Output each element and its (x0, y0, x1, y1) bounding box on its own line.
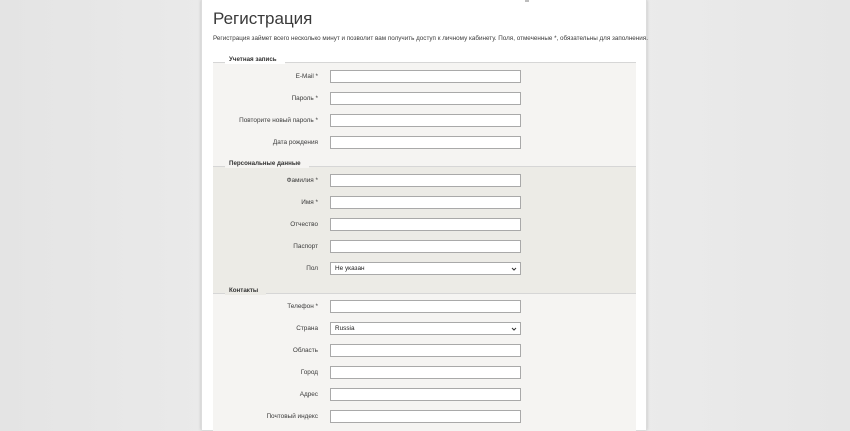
firstname-label: Имя * (301, 199, 318, 206)
passport-label: Паспорт (293, 243, 318, 250)
form-row-email (213, 70, 636, 85)
password-field[interactable] (330, 92, 521, 105)
registration-page (201, 0, 647, 430)
city-field[interactable] (330, 366, 521, 379)
postal-code-field[interactable] (330, 410, 521, 423)
password-label: Пароль * (291, 95, 318, 102)
chevron-down-icon (511, 266, 517, 272)
postal-code-label: Почтовый индекс (266, 413, 318, 420)
form-row-postal-code (213, 410, 636, 425)
section-contacts (213, 287, 636, 431)
form-row-country (213, 322, 636, 337)
firstname-field[interactable] (330, 196, 521, 209)
country-label: Страна (296, 325, 318, 332)
patronymic-field[interactable] (330, 218, 521, 231)
section-personal-legend: Персональные данные (225, 158, 309, 168)
form-row-lastname (213, 174, 636, 189)
form-row-city (213, 366, 636, 381)
form-row-password-repeat (213, 114, 636, 129)
country-select-value: Russia (335, 325, 355, 332)
intro-text: Регистрация займет всего несколько минут и позволит вам получить доступ к личному кабинету. Поля, отмеченные *, обязательны для заполнения. (213, 35, 648, 42)
address-label: Адрес (299, 391, 318, 398)
password-repeat-field[interactable] (330, 114, 521, 127)
form-row-patronymic (213, 218, 636, 233)
page-title: Регистрация (213, 9, 313, 28)
phone-label: Телефон * (287, 303, 318, 310)
country-select[interactable] (330, 322, 521, 335)
passport-field[interactable] (330, 240, 521, 253)
region-field[interactable] (330, 344, 521, 357)
form-row-address (213, 388, 636, 403)
city-label: Город (300, 369, 318, 376)
form-row-birthdate (213, 136, 636, 151)
email-field[interactable] (330, 70, 521, 83)
birthdate-field[interactable] (330, 136, 521, 149)
chevron-down-icon (511, 326, 517, 332)
form-row-password (213, 92, 636, 107)
top-divider-mark (525, 0, 529, 2)
section-account (213, 56, 636, 167)
address-field[interactable] (330, 388, 521, 401)
birthdate-label: Дата рождения (272, 139, 318, 146)
patronymic-label: Отчество (290, 221, 318, 228)
region-label: Область (292, 347, 318, 354)
section-personal (213, 160, 636, 294)
gender-select[interactable] (330, 262, 521, 275)
gender-select-value: Не указан (335, 265, 365, 272)
form-row-phone (213, 300, 636, 315)
gender-label: Пол (306, 265, 318, 272)
form-row-region (213, 344, 636, 359)
section-account-legend: Учетная запись (225, 54, 285, 64)
form-row-firstname (213, 196, 636, 211)
form-row-gender (213, 262, 636, 277)
lastname-field[interactable] (330, 174, 521, 187)
password-repeat-label: Повторите новый пароль * (239, 117, 318, 124)
email-label: E-Mail * (295, 73, 318, 80)
lastname-label: Фамилия * (286, 177, 318, 184)
form-row-passport (213, 240, 636, 255)
phone-field[interactable] (330, 300, 521, 313)
section-contacts-legend: Контакты (225, 285, 266, 295)
